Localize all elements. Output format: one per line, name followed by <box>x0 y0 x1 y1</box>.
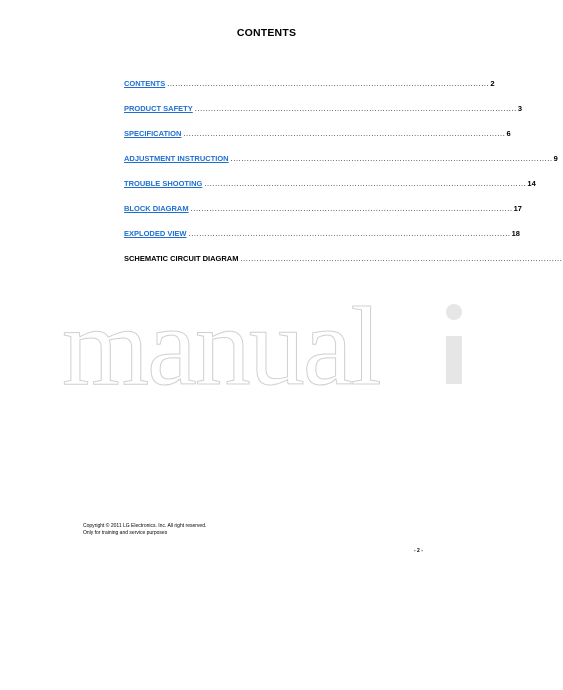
toc-link[interactable]: CONTENTS <box>124 79 166 88</box>
toc-link[interactable]: PRODUCT SAFETY <box>124 104 193 113</box>
toc-entry-product-safety[interactable] <box>124 104 522 116</box>
toc-entry-specification[interactable] <box>124 129 511 141</box>
page-title: CONTENTS <box>236 27 297 39</box>
toc-entry-adjustment-instruction[interactable] <box>124 154 558 166</box>
toc-entry-schematic-circuit-diagram <box>124 254 563 266</box>
toc-entry-exploded-view[interactable] <box>124 229 520 241</box>
copyright-line: Copyright © 2011 LG Electronics. Inc. All right reserved. <box>83 523 207 529</box>
toc-page-number: 6 <box>506 129 511 138</box>
toc-leader: ........................................................................................................................ <box>167 79 490 88</box>
toc-entry-trouble-shooting[interactable] <box>124 179 536 191</box>
watermark <box>62 285 472 409</box>
copyright-notice <box>83 523 206 537</box>
watermark-i-stem <box>446 336 462 384</box>
watermark-i-dot <box>446 304 462 320</box>
toc-link[interactable]: TROUBLE SHOOTING <box>124 179 203 188</box>
usage-line: Only for training and service purposes <box>83 530 168 536</box>
toc-entry-contents[interactable] <box>124 79 495 91</box>
toc-page-number: 18 <box>511 229 520 238</box>
toc-leader: ........................................................................................................................ <box>188 229 511 238</box>
toc-link[interactable]: SPECIFICATION <box>124 129 182 138</box>
toc-link[interactable]: ADJUSTMENT INSTRUCTION <box>124 154 229 163</box>
toc-leader: ........................................................................................................................ <box>230 154 553 163</box>
toc-entry-block-diagram[interactable] <box>124 204 522 216</box>
toc-page-number: 14 <box>527 179 536 188</box>
toc-label: SCHEMATIC CIRCUIT DIAGRAM <box>124 254 239 263</box>
toc-link[interactable]: BLOCK DIAGRAM <box>124 204 189 213</box>
toc-leader: ........................................................................................................................ <box>194 104 517 113</box>
toc-leader: ........................................................................................................................ <box>240 254 563 263</box>
toc-link[interactable]: EXPLODED VIEW <box>124 229 187 238</box>
toc-page-number: 17 <box>513 204 522 213</box>
toc-page-number: 2 <box>490 79 495 88</box>
page-number: - 2 - <box>414 548 423 554</box>
toc-page-number: 3 <box>517 104 522 113</box>
watermark-text: manual <box>62 285 380 409</box>
toc-page-number: 9 <box>553 154 558 163</box>
toc-leader: ........................................................................................................................ <box>204 179 527 188</box>
toc-leader: ........................................................................................................................ <box>190 204 513 213</box>
toc-leader: ........................................................................................................................ <box>183 129 506 138</box>
